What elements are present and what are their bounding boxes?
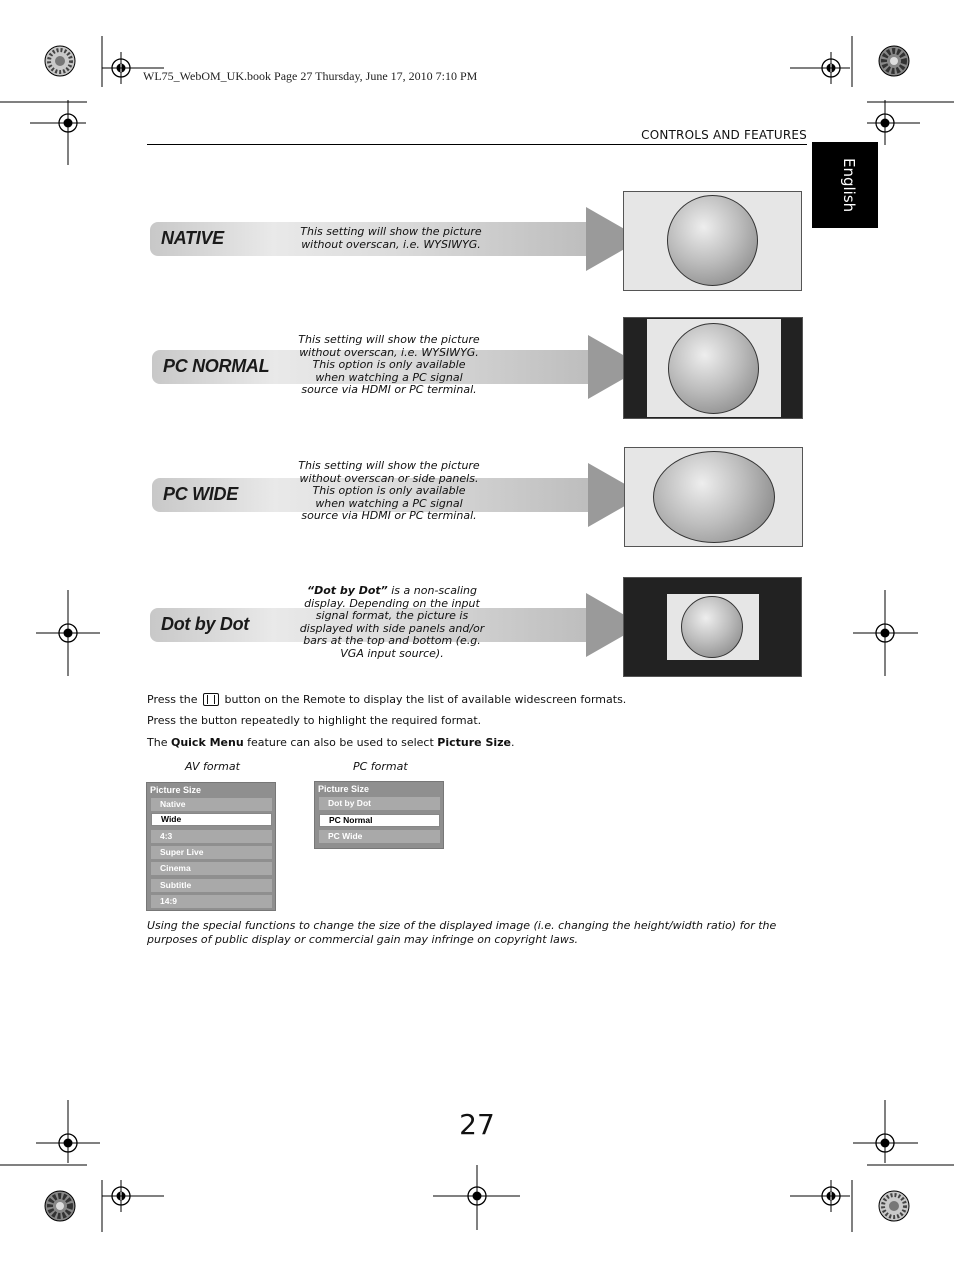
menu-item-selected[interactable]: Wide [151, 813, 272, 826]
page-number: 27 [459, 1108, 495, 1141]
pc-picture-size-menu [314, 781, 444, 849]
menu-item[interactable]: 4:3 [151, 830, 272, 843]
av-format-caption: AV format [185, 760, 240, 773]
mode-label-native: NATIVE [161, 228, 224, 248]
screen-preview-pc-wide [624, 447, 803, 547]
section-title: CONTROLS AND FEATURES [641, 128, 807, 142]
menu-title: Picture Size [318, 784, 370, 794]
picture-area [667, 594, 759, 660]
menu-title: Picture Size [150, 785, 202, 795]
mode-description-pc-normal: This setting will show the picture without overscan, i.e. WYSIWYG. This option is only available when watching a PC signal source via HDMI or PC terminal. [298, 333, 480, 397]
picture-area [647, 319, 781, 417]
instruction-line-3: The Quick Menu feature can also be used to select Picture Size. [147, 736, 515, 749]
mode-description-native: This setting will show the picture without overscan, i.e. WYSIWYG. [300, 225, 482, 251]
mode-label-dot-by-dot: Dot by Dot [161, 614, 249, 634]
mode-description-dot-by-dot: “Dot by Dot” is a non-scaling display. Depending on the input signal format, the picture is displayed with side panels and/or bars at the top and bottom (e.g. VGA input source). [299, 584, 485, 660]
screen-preview-native [623, 191, 802, 291]
menu-item-selected[interactable]: PC Normal [319, 814, 440, 827]
mode-label-pc-normal: PC NORMAL [163, 356, 270, 376]
screen-preview-pc-normal [623, 317, 803, 419]
screen-preview-dot-by-dot [623, 577, 802, 677]
menu-item[interactable]: Native [151, 798, 272, 811]
menu-item[interactable]: 14:9 [151, 895, 272, 908]
description-emphasis: “Dot by Dot” [306, 584, 388, 597]
mode-label-pc-wide: PC WIDE [163, 484, 238, 504]
test-circle-icon [668, 323, 759, 414]
copyright-footnote: Using the special functions to change the size of the displayed image (i.e. changing the height/width ratio) for the purposes of public display or commercial gain may infringe on copyright laws. [147, 919, 777, 946]
widescreen-button-icon [203, 693, 219, 706]
menu-item[interactable]: Dot by Dot [319, 797, 440, 810]
menu-item[interactable]: Super Live [151, 846, 272, 859]
test-circle-icon [681, 596, 743, 658]
menu-item[interactable]: PC Wide [319, 830, 440, 843]
header-rule [147, 144, 807, 145]
mode-description-pc-wide: This setting will show the picture without overscan or side panels. This option is only available when watching a PC signal source via HDMI or PC terminal. [298, 459, 480, 523]
instruction-line-2: Press the button repeatedly to highlight the required format. [147, 714, 482, 727]
language-tab-label: English [840, 158, 858, 213]
menu-item[interactable]: Subtitle [151, 879, 272, 892]
av-picture-size-menu [146, 782, 276, 911]
menu-item[interactable]: Cinema [151, 862, 272, 875]
instruction-line-1: Press the button on the Remote to display the list of available widescreen formats. [147, 693, 627, 706]
test-ellipse-icon [653, 451, 775, 543]
pc-format-caption: PC format [353, 760, 408, 773]
language-tab [812, 142, 878, 228]
print-header: WL75_WebOM_UK.book Page 27 Thursday, June 17, 2010 7:10 PM [143, 69, 478, 83]
test-circle-icon [667, 195, 758, 286]
